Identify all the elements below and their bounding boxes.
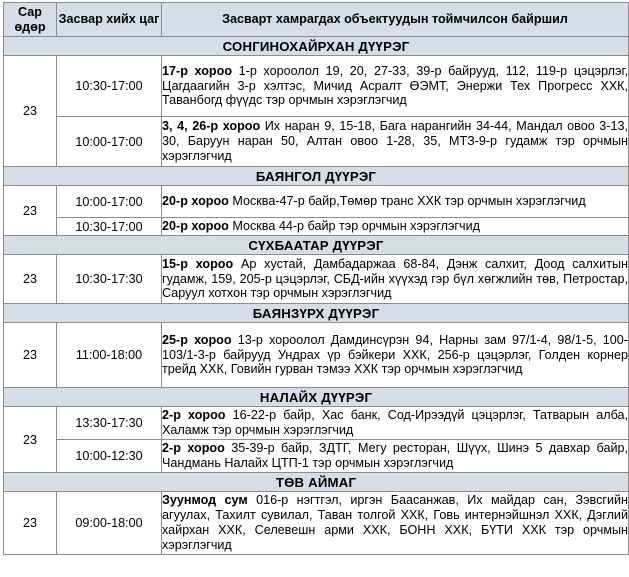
district-name: БАЯНЗҮРХ ДҮҮРЭГ — [4, 304, 629, 323]
location-cell — [162, 440, 629, 473]
day-cell: 23 — [4, 255, 57, 304]
location-text: Москва-47-р байр,Төмөр транс ХХК тэр орчмын хэрэглэгчид — [228, 194, 586, 209]
table-row — [4, 440, 629, 473]
district-row — [4, 167, 629, 186]
district-name: СҮХБААТАР ДҮҮРЭГ — [4, 236, 629, 255]
location-text: Ар хустай, Дамбадаржаа 68-84, Дэнж салхит, Доод салхитын гудамж, 159, 205-р цэцэрлэг, СБД-ийн хүүхэд гэр бүл хөгжлийн төв, Петростар, Саруул хотхон тэр орчмын хэрэглэгчид — [162, 256, 628, 301]
table-row — [4, 255, 629, 304]
header-day: Сар өдөр — [4, 3, 57, 37]
location-area: 3, 4, 26-р хороо — [162, 119, 261, 134]
location-text: Москва 44-р байр тэр орчмын хэрэглэгчид — [228, 219, 480, 234]
district-row — [4, 37, 629, 56]
time-cell: 10:00-12:30 — [57, 440, 162, 473]
table-row — [4, 323, 629, 388]
table-row — [4, 218, 629, 236]
table-row — [4, 186, 629, 218]
day-cell: 23 — [4, 186, 57, 236]
header-row — [4, 3, 629, 37]
district-row — [4, 304, 629, 323]
location-area: 20-р хороо — [162, 219, 229, 234]
time-cell: 10:00-17:00 — [57, 117, 162, 167]
day-cell: 23 — [4, 492, 57, 555]
time-cell: 13:30-17:30 — [57, 407, 162, 440]
location-cell — [162, 117, 629, 167]
time-cell: 10:00-17:00 — [57, 186, 162, 218]
time-cell: 10:30-17:30 — [57, 255, 162, 304]
location-area: Зуунмод сум — [162, 493, 248, 508]
time-cell: 09:00-18:00 — [57, 492, 162, 555]
header-location: Засварт хамрагдах объектуудын тоймчилсон байршил — [162, 3, 629, 37]
district-row — [4, 388, 629, 407]
location-cell — [162, 255, 629, 304]
location-area: 25-р хороо — [162, 332, 232, 347]
table-row — [4, 56, 629, 117]
district-name: БАЯНГОЛ ДҮҮРЭГ — [4, 167, 629, 186]
day-cell: 23 — [4, 56, 57, 167]
location-area: 17-р хороо — [162, 63, 233, 78]
location-text: 1-р хороолол 19, 20, 27-33, 39-р байрууд, 112, 119-р цэцэрлэг, Цагдаагийн 3-р хэлтэс, Мичид Асралт ӨЭМТ, Энержи Тех Прогресс ХХК, Таванбогд фүүдс тэр орчмын хэрэглэгчид — [162, 63, 628, 108]
district-row — [4, 236, 629, 255]
district-name: СОНГИНОХАЙРХАН ДҮҮРЭГ — [4, 37, 629, 56]
district-name: НАЛАЙХ ДҮҮРЭГ — [4, 388, 629, 407]
location-text: Их наран 9, 15-18, Бага нарангийн 34-44, Мандал овоо 3-13, 30, Баруун наран 50, Алтан овоо 1-28, 35, МТЗ-9-р гудамж тэр орчмын хэрэглэгчид — [162, 119, 628, 163]
location-area: 15-р хороо — [162, 256, 234, 271]
location-cell — [162, 56, 629, 117]
time-cell: 10:30-17:00 — [57, 218, 162, 236]
outage-schedule-table — [3, 2, 629, 555]
location-text: 016-р нэгтгэл, иргэн Баасанжав, Их майдар сан, Зэвсгийн агуулах, Тахилт сувилал, Таван толгой ХХК, Говь интернэйшнэл ХХК, Дэглий хайрхан ХХК, Селевешн арми ХХК, БОНН ХХК, БҮТИ ХХК тэр орчмын хэрэглэгчид — [162, 493, 628, 552]
header-time: Засвар хийх цаг — [57, 3, 162, 37]
location-area: 2-р хороо — [162, 408, 226, 423]
location-cell — [162, 218, 629, 236]
location-cell — [162, 407, 629, 440]
location-cell — [162, 186, 629, 218]
day-cell: 23 — [4, 323, 57, 388]
location-cell — [162, 323, 629, 388]
location-text: 13-р хороолол Дамдинсүрэн 94, Нарны зам 97/1-4, 98/1-5, 100-103/1-3-р байрууд Ундрах үр бэйкери ХХК, 256-р цэцэрлэг, Голден корнер трейд ХХК, Говийн гурван тэмээ ХХК тэр орчмын хэрэглэгчид — [162, 332, 629, 377]
table-row — [4, 492, 629, 555]
district-row — [4, 473, 629, 492]
location-text: 35-39-р байр, ЗДТГ, Мегу ресторан, Шүүх, Шинэ 5 давхар байр, Чандмань Налайх ЦТП-1 тэр орчмын хэрэглэгчид — [162, 441, 628, 470]
table-row — [4, 407, 629, 440]
location-cell — [162, 492, 629, 555]
location-area: 20-р хороо — [162, 194, 229, 209]
table-row — [4, 117, 629, 167]
location-area: 2-р хороо — [162, 441, 225, 456]
day-cell: 23 — [4, 407, 57, 473]
time-cell: 10:30-17:00 — [57, 56, 162, 117]
district-name: ТӨВ АЙМАГ — [4, 473, 629, 492]
location-text: 16-22-р байр, Хас банк, Сод-Ирээдүй цэцэрлэг, Татварын алба, Халамж тэр орчмын хэрэглэгчид — [162, 408, 629, 437]
time-cell: 11:00-18:00 — [57, 323, 162, 388]
